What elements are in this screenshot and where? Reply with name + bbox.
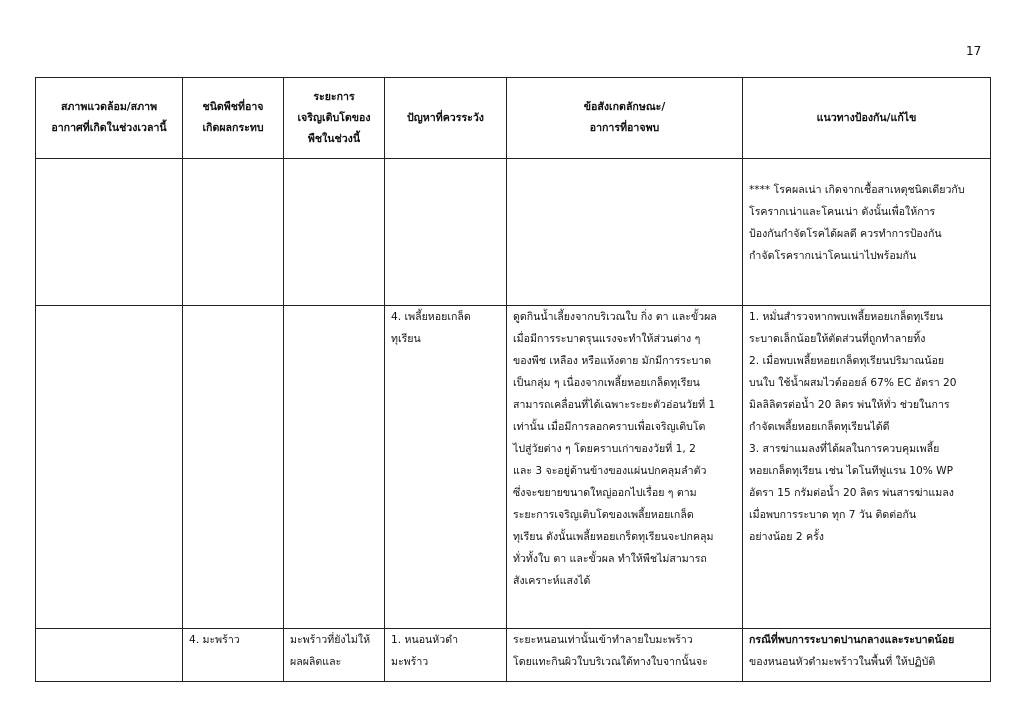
cell-solution: กรณีที่พบการระบาดปานกลางและระบาดน้อย ของหนอนหัวดำมะพร้าวในพื้นที่ ให้ปฏิบัติ [743, 629, 991, 682]
header-growth-stage: ระยะการ เจริญเติบโตของ พืชในช่วงนี้ [284, 78, 385, 159]
cell-solution: 1. หมั่นสำรวจหากพบเพลี้ยหอยเกล็ดทุเรียน ระบาดเล็กน้อยให้ตัดส่วนที่ถูกทำลายทิ้ง 2. เมื่อพบเพลี้ยหอยเกล็ดทุเรียนปริมาณน้อย บนใบ ใช้น้ำผสมไวต์ออยล์ 67% EC อัตรา 20 มิลลิลิตรต่อน้ำ 20 ลิตร พ่นให้ทั่ว ช่วยในการ กำจัดเพลี้ยหอยเกล็ดทุเรียนได้ดี 3. สารฆ่าแมลงที่ได้ผลในการควบคุมเพลี้ย หอยเกล็ดทุเรียน เช่น ไดโนทีฟูแรน 10% WP อัตรา 15 กรัมต่อน้ำ 20 ลิตร พ่นสารฆ่าแมลง เมื่อพบการระบาด ทุก 7 วัน ติดต่อกัน อย่างน้อย 2 ครั้ง [743, 306, 991, 629]
cell-environment [36, 629, 183, 682]
cell-problem: 1. หนอนหัวดำ มะพร้าว [385, 629, 507, 682]
table-header-row [36, 78, 991, 159]
cell-symptoms: ระยะหนอนเท่านั้นเข้าทำลายใบมะพร้าว โดยแทะกินผิวใบบริเวณใต้ทางใบจากนั้นจะ [507, 629, 743, 682]
cell-crop [183, 159, 284, 306]
table-row [36, 159, 991, 306]
cell-crop [183, 306, 284, 629]
cell-crop: 4. มะพร้าว [183, 629, 284, 682]
cell-problem [385, 159, 507, 306]
header-problem: ปัญหาที่ควรระวัง [385, 78, 507, 159]
cell-stage: มะพร้าวที่ยังไม่ให้ ผลผลิตและ [284, 629, 385, 682]
table-row [36, 306, 991, 629]
cell-stage [284, 159, 385, 306]
cell-environment [36, 306, 183, 629]
page-number: 17 [966, 44, 982, 58]
cell-stage [284, 306, 385, 629]
cell-solution: **** โรคผลเน่า เกิดจากเชื้อสาเหตุชนิดเดียวกับ โรครากเน่าและโคนเน่า ดังนั้นเพื่อให้การ ป้องกันกำจัดโรคได้ผลดี ควรทำการป้องกัน กำจัดโรครากเน่าโคนเน่าไปพร้อมกัน [743, 159, 991, 306]
header-affected-crop: ชนิดพืชที่อาจ เกิดผลกระทบ [183, 78, 284, 159]
header-environment: สภาพแวดล้อม/สภาพ อากาศที่เกิดในช่วงเวลานี้ [36, 78, 183, 159]
header-prevention: แนวทางป้องกัน/แก้ไข [743, 78, 991, 159]
pest-guidance-table [35, 77, 991, 682]
cell-environment [36, 159, 183, 306]
cell-symptoms [507, 159, 743, 306]
cell-problem: 4. เพลี้ยหอยเกล็ด ทุเรียน [385, 306, 507, 629]
table-row [36, 629, 991, 682]
header-symptoms: ข้อสังเกตลักษณะ/ อาการที่อาจพบ [507, 78, 743, 159]
cell-symptoms: ดูดกินน้ำเลี้ยงจากบริเวณใบ กิ่ง ตา และขั้วผล เมื่อมีการระบาดรุนแรงจะทำให้ส่วนต่าง ๆ ของพืช เหลือง หรือแห้งตาย มักมีการระบาด เป็นกลุ่ม ๆ เนื่องจากเพลี้ยหอยเกล็ดทุเรียน สามารถเคลื่อนที่ได้เฉพาะระยะตัวอ่อนวัยที่ 1 เท่านั้น เมื่อมีการลอกคราบเพื่อเจริญเติบโต ไปสู่วัยต่าง ๆ โดยคราบเก่าของวัยที่ 1, 2 และ 3 จะอยู่ด้านข้างของแผ่นปกคลุมลำตัว ซึ่งจะขยายขนาดใหญ่ออกไปเรื่อย ๆ ตาม ระยะการเจริญเติบโตของเพลี้ยหอยเกล็ด ทุเรียน ดังนั้นเพลี้ยหอยเกร็ดทุเรียนจะปกคลุม ทั่วทั้งใบ ตา และขั้วผล ทำให้พืชไม่สามารถ สังเคราะห์แสงได้ [507, 306, 743, 629]
